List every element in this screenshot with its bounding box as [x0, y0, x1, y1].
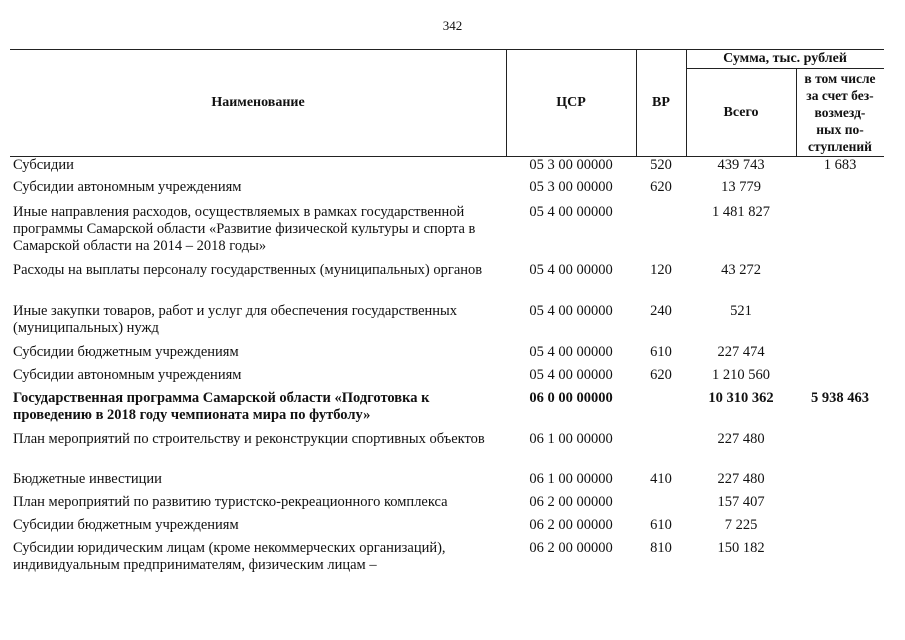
- row-name: План мероприятий по развитию туристско-рекреационного комплекса: [13, 494, 448, 510]
- row-free: 1 683: [823, 157, 857, 173]
- row-name: Государственная программа Самарской области «Подготовка к проведению в 2018 году чемпионата мира по футболу»: [13, 390, 430, 423]
- row-name: Субсидии бюджетным учреждениям: [13, 517, 239, 533]
- row-csr: 05 3 00 00000: [529, 179, 613, 195]
- row-csr: 06 0 00 00000: [529, 390, 613, 406]
- table-row: [10, 179, 884, 204]
- row-csr: 05 3 00 00000: [529, 157, 613, 173]
- row-total: 227 480: [717, 431, 765, 447]
- row-csr: 06 2 00 00000: [529, 494, 613, 510]
- row-name: Бюджетные инвестиции: [13, 471, 162, 487]
- row-vr: 810: [650, 540, 672, 556]
- row-total: 10 310 362: [708, 390, 774, 406]
- row-name: Расходы на выплаты персоналу государственных (муниципальных) органов: [13, 262, 483, 278]
- row-name: Субсидии автономным учреждениям: [13, 179, 242, 195]
- row-vr: 240: [650, 303, 672, 319]
- row-total: 227 480: [717, 471, 765, 487]
- row-vr: 410: [650, 471, 672, 487]
- table-row: [10, 157, 884, 179]
- row-name: Иные направления расходов, осуществляемых в рамках государственной программы Самарской области «Развитие физической культуры и спорта в Самарской области на 2014 – 2018 годы»: [13, 204, 476, 254]
- header-name: Наименование: [211, 95, 305, 110]
- row-total: 157 407: [717, 494, 765, 510]
- header-total: Всего: [723, 104, 759, 120]
- row-total: 43 272: [721, 262, 761, 278]
- row-total: 150 182: [717, 540, 765, 556]
- row-csr: 05 4 00 00000: [529, 367, 613, 383]
- header-csr: ЦСР: [556, 95, 586, 110]
- row-csr: 05 4 00 00000: [529, 204, 613, 220]
- row-name: Субсидии бюджетным учреждениям: [13, 344, 239, 360]
- row-csr: 05 4 00 00000: [529, 262, 613, 278]
- header-free: в том числе за счет без- возмезд- ных по- ступлений: [804, 71, 876, 154]
- table-row: [10, 204, 884, 262]
- row-csr: 06 2 00 00000: [529, 540, 613, 556]
- row-csr: 05 4 00 00000: [529, 344, 613, 360]
- table-row: [10, 262, 884, 303]
- row-total: 1 481 827: [712, 204, 770, 220]
- row-total: 13 779: [721, 179, 761, 195]
- row-total: 1 210 560: [712, 367, 770, 383]
- table-row: [10, 367, 884, 390]
- row-csr: 05 4 00 00000: [529, 303, 613, 319]
- row-csr: 06 2 00 00000: [529, 517, 613, 533]
- table-row-program: [10, 390, 884, 431]
- row-vr: 620: [650, 367, 672, 383]
- table-row: [10, 494, 884, 517]
- row-name: План мероприятий по строительству и реконструкции спортивных объектов: [13, 431, 485, 447]
- row-total: 521: [730, 303, 752, 319]
- table-row: [10, 344, 884, 367]
- table-row: [10, 431, 884, 471]
- table-row: [10, 517, 884, 540]
- table-row: [10, 303, 884, 344]
- table-body: [10, 157, 884, 580]
- row-vr: 520: [650, 157, 672, 173]
- table-row: [10, 540, 884, 580]
- table-row: [10, 471, 884, 494]
- row-free: 5 938 463: [811, 390, 869, 406]
- page-number: 342: [442, 18, 463, 33]
- row-name: Иные закупки товаров, работ и услуг для обеспечения государственных (муниципальных) нужд: [13, 303, 458, 336]
- row-vr: 120: [650, 262, 672, 278]
- header-sum: Сумма, тыс. рублей: [723, 51, 847, 66]
- row-name: Субсидии автономным учреждениям: [13, 367, 242, 383]
- row-name: Субсидии: [13, 157, 74, 173]
- table-header: [10, 49, 884, 157]
- row-name: Субсидии юридическим лицам (кроме некоммерческих организаций), индивидуальным предпринимателям, физическим лицам –: [13, 540, 446, 573]
- row-total: 439 743: [717, 157, 765, 173]
- row-csr: 06 1 00 00000: [529, 431, 613, 447]
- row-vr: 620: [650, 179, 672, 195]
- row-total: 7 225: [724, 517, 758, 533]
- row-total: 227 474: [717, 344, 765, 360]
- header-vr: ВР: [652, 95, 670, 110]
- row-vr: 610: [650, 344, 672, 360]
- row-csr: 06 1 00 00000: [529, 471, 613, 487]
- row-vr: 610: [650, 517, 672, 533]
